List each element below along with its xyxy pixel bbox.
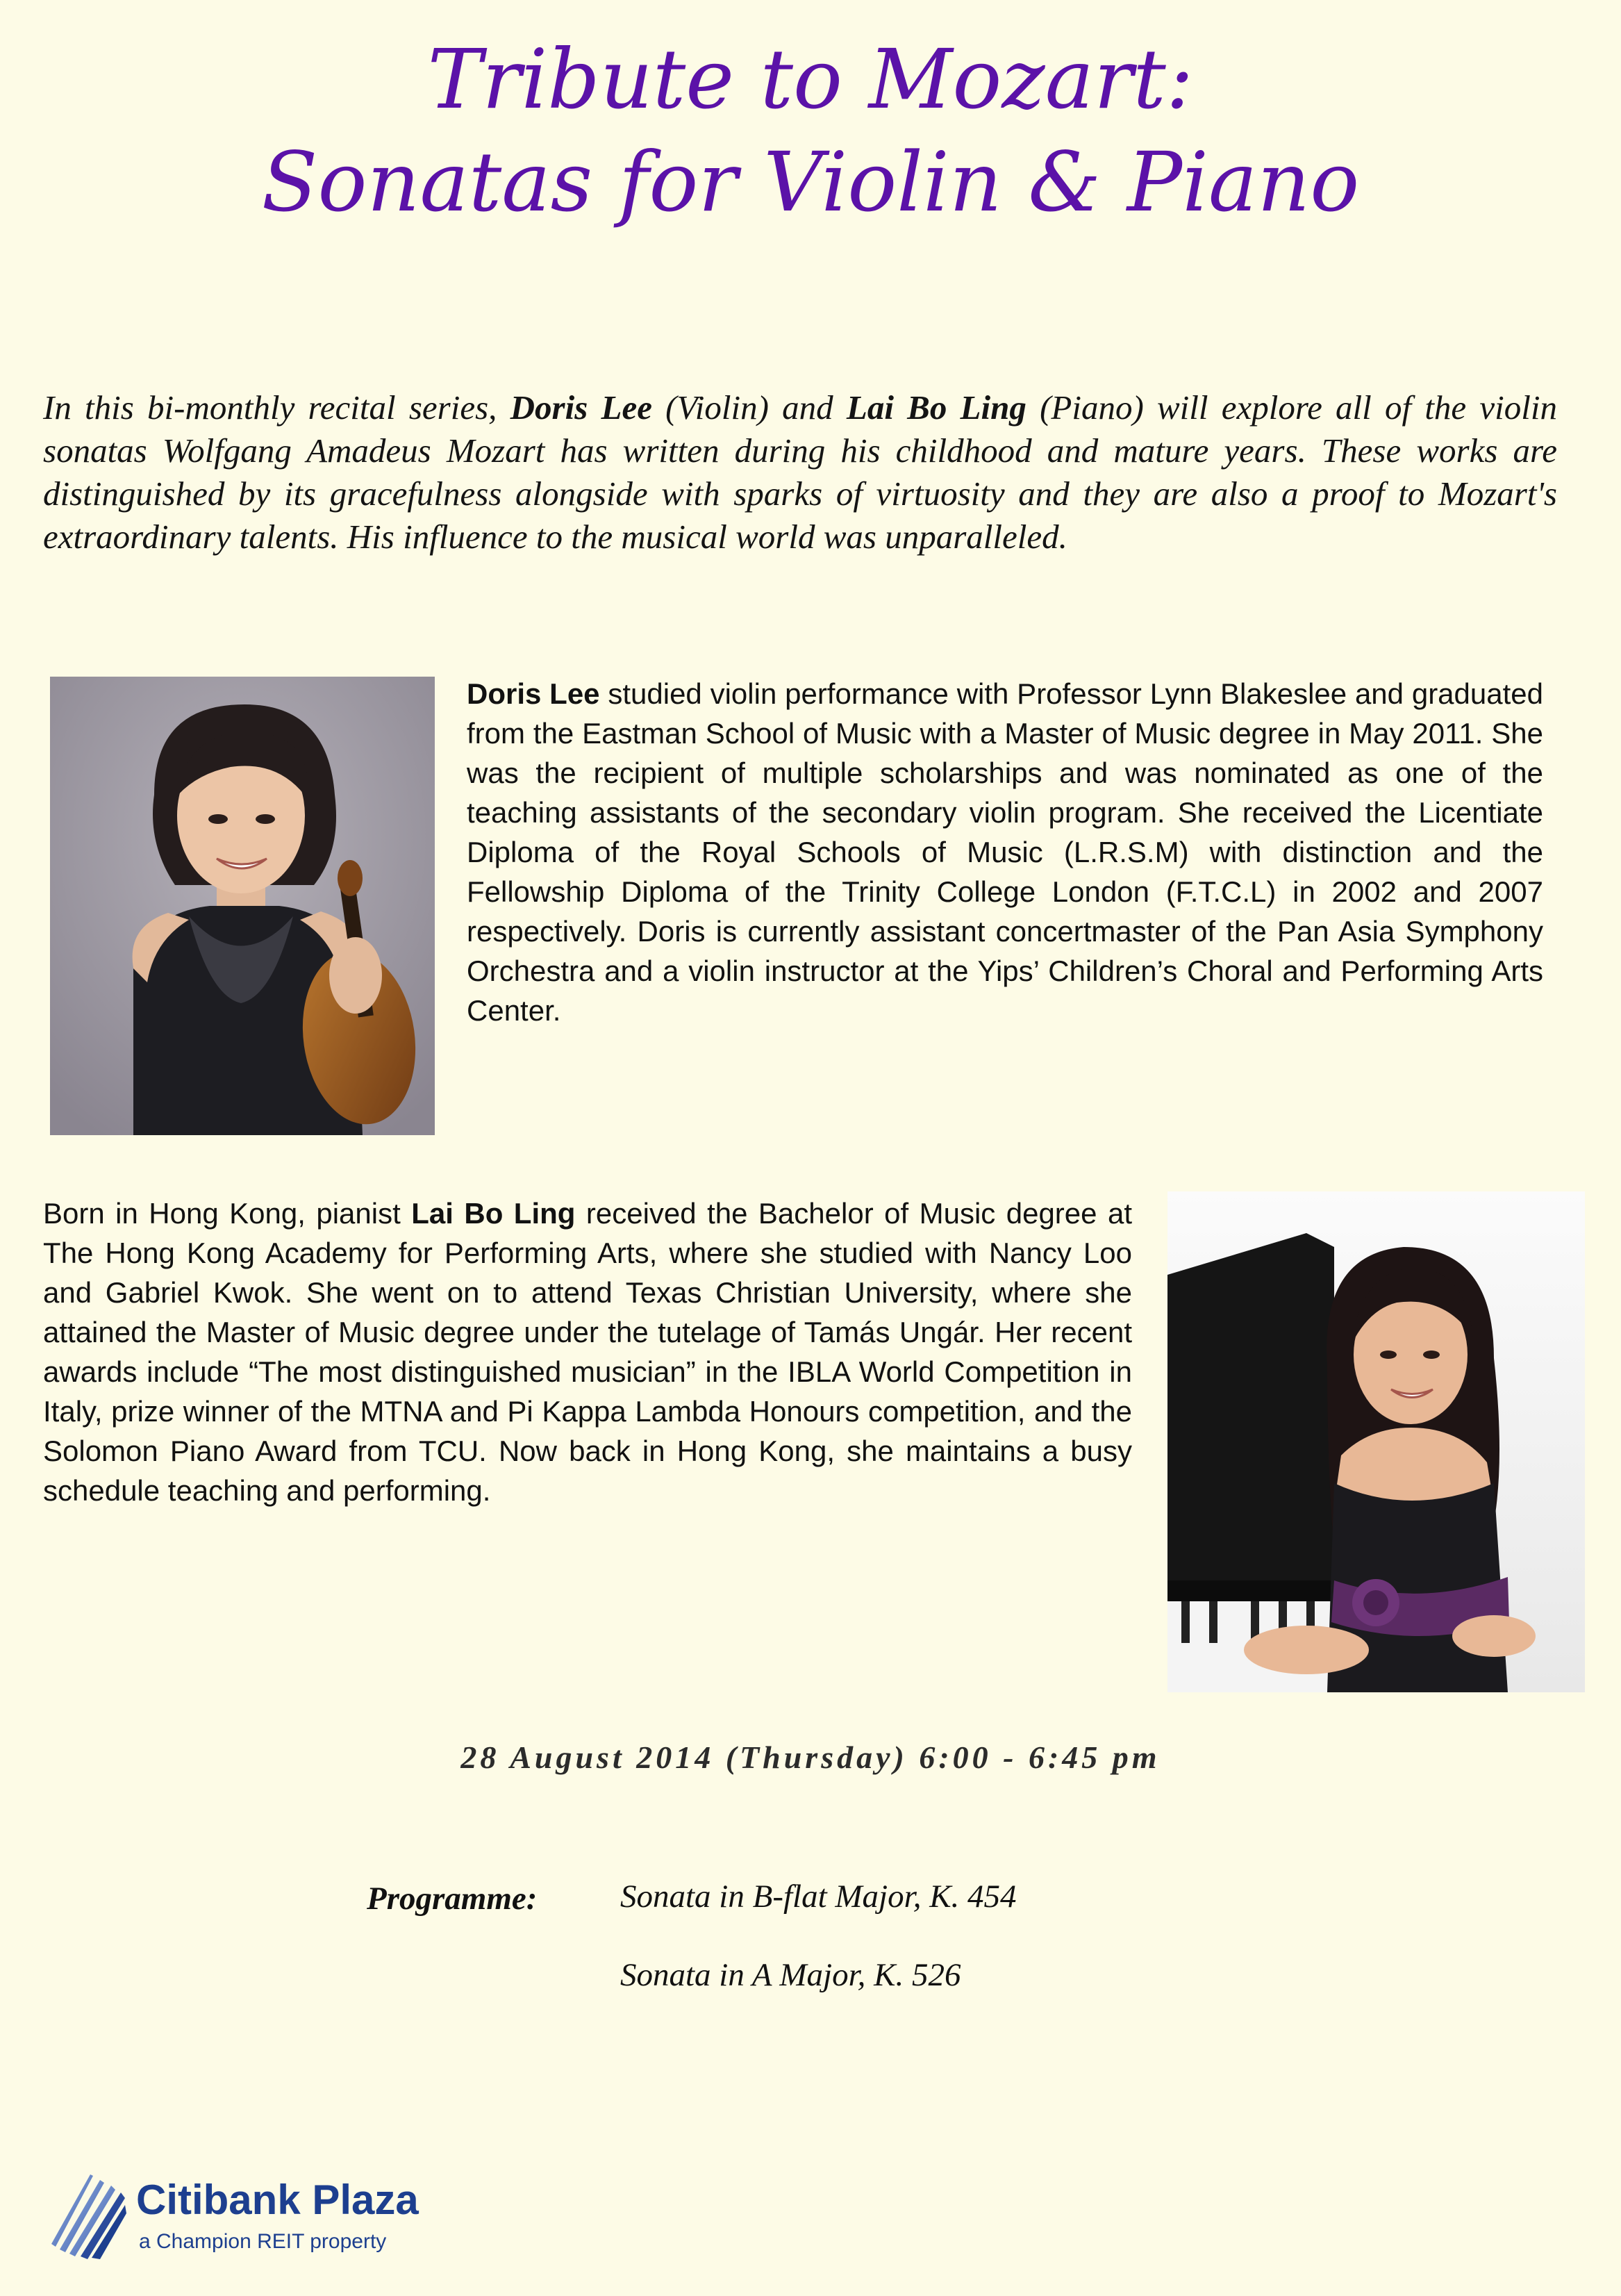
doris-lee-bio-text: studied violin performance with Professor Lynn Blakeslee and graduated from the Eastman School of Music with a Master of Music degree in May 2011. She was the recipient of multiple scholarships and was nominated as one of the teaching assistants of the secondary violin program. She received the Licentiate Diploma of the Royal Schools of Music (L.R.S.M) with distinction and the Fellowship Diploma of the Trinity College London (F.T.C.L) in 2002 and 2007 respectively. Doris is currently assistant concertmaster of the Pan Asia Symphony Orchestra and a violin instructor at the Yips’ Children’s Choral and Performing Arts Center. [467,677,1543,1027]
pianist-portrait-image [1167,1191,1585,1692]
programme-item: Sonata in B-flat Major, K. 454 [620,1878,1017,1915]
doris-lee-bio [467,674,1543,1030]
sponsor-logo [47,2161,464,2272]
lai-bo-ling-bio-text: received the Bachelor of Music degree at The Hong Kong Academy for Performing Arts, where she studied with Nancy Loo and Gabriel Kwok. She went on to attend Texas Christian University, where she attained the Master of Music degree under the tutelage of Tamás Ungár. Her recent awards include “The most distinguished musician” in the IBLA World Competition in Italy, prize winner of the MTNA and Pi Kappa Lambda Honours competition, and the Solomon Piano Award from TCU. Now back in Hong Kong, she maintains a busy schedule teaching and performing. [43,1197,1132,1507]
intro-text-2: (Violin) and [651,388,847,427]
title-line-1: Tribute to Mozart: [427,31,1194,127]
sponsor-tagline: a Champion REIT property [139,2230,387,2253]
poster-title [0,28,1621,233]
doris-lee-name: Doris Lee [467,677,600,710]
intro-text-3: (Piano) will explore all of the violin sonatas Wolfgang Amadeus Mozart has written during his childhood and mature years. These works are distinguished by its gracefulness alongside with sparks of virtuosity and they are also a proof to Mozart's extraordinary talents. His influence to the musical world was unparalleled. [43,388,1557,556]
title-line-2: Sonatas for Violin & Piano [261,134,1360,230]
sponsor-name: Citibank Plaza [136,2177,419,2223]
event-date: 28 August 2014 (Thursday) 6:00 - 6:45 pm [460,1740,1161,1775]
violinist-portrait-photo [50,677,435,1135]
lai-bo-ling-name: Lai Bo Ling [411,1197,576,1230]
programme-label: Programme: [367,1881,538,1917]
lai-bo-ling-bio [43,1194,1132,1510]
violinist-portrait-image [50,677,435,1135]
citibank-plaza-logo-icon [47,2161,131,2265]
intro-name-lai: Lai Bo Ling [846,388,1026,427]
programme-item: Sonata in A Major, K. 526 [620,1957,961,1993]
pianist-portrait-photo [1167,1191,1585,1692]
intro-paragraph [43,386,1557,559]
lai-bo-ling-bio-intro: Born in Hong Kong, pianist [43,1197,412,1230]
intro-name-doris: Doris Lee [510,388,652,427]
intro-text-1: In this bi-monthly recital series, [43,388,510,427]
